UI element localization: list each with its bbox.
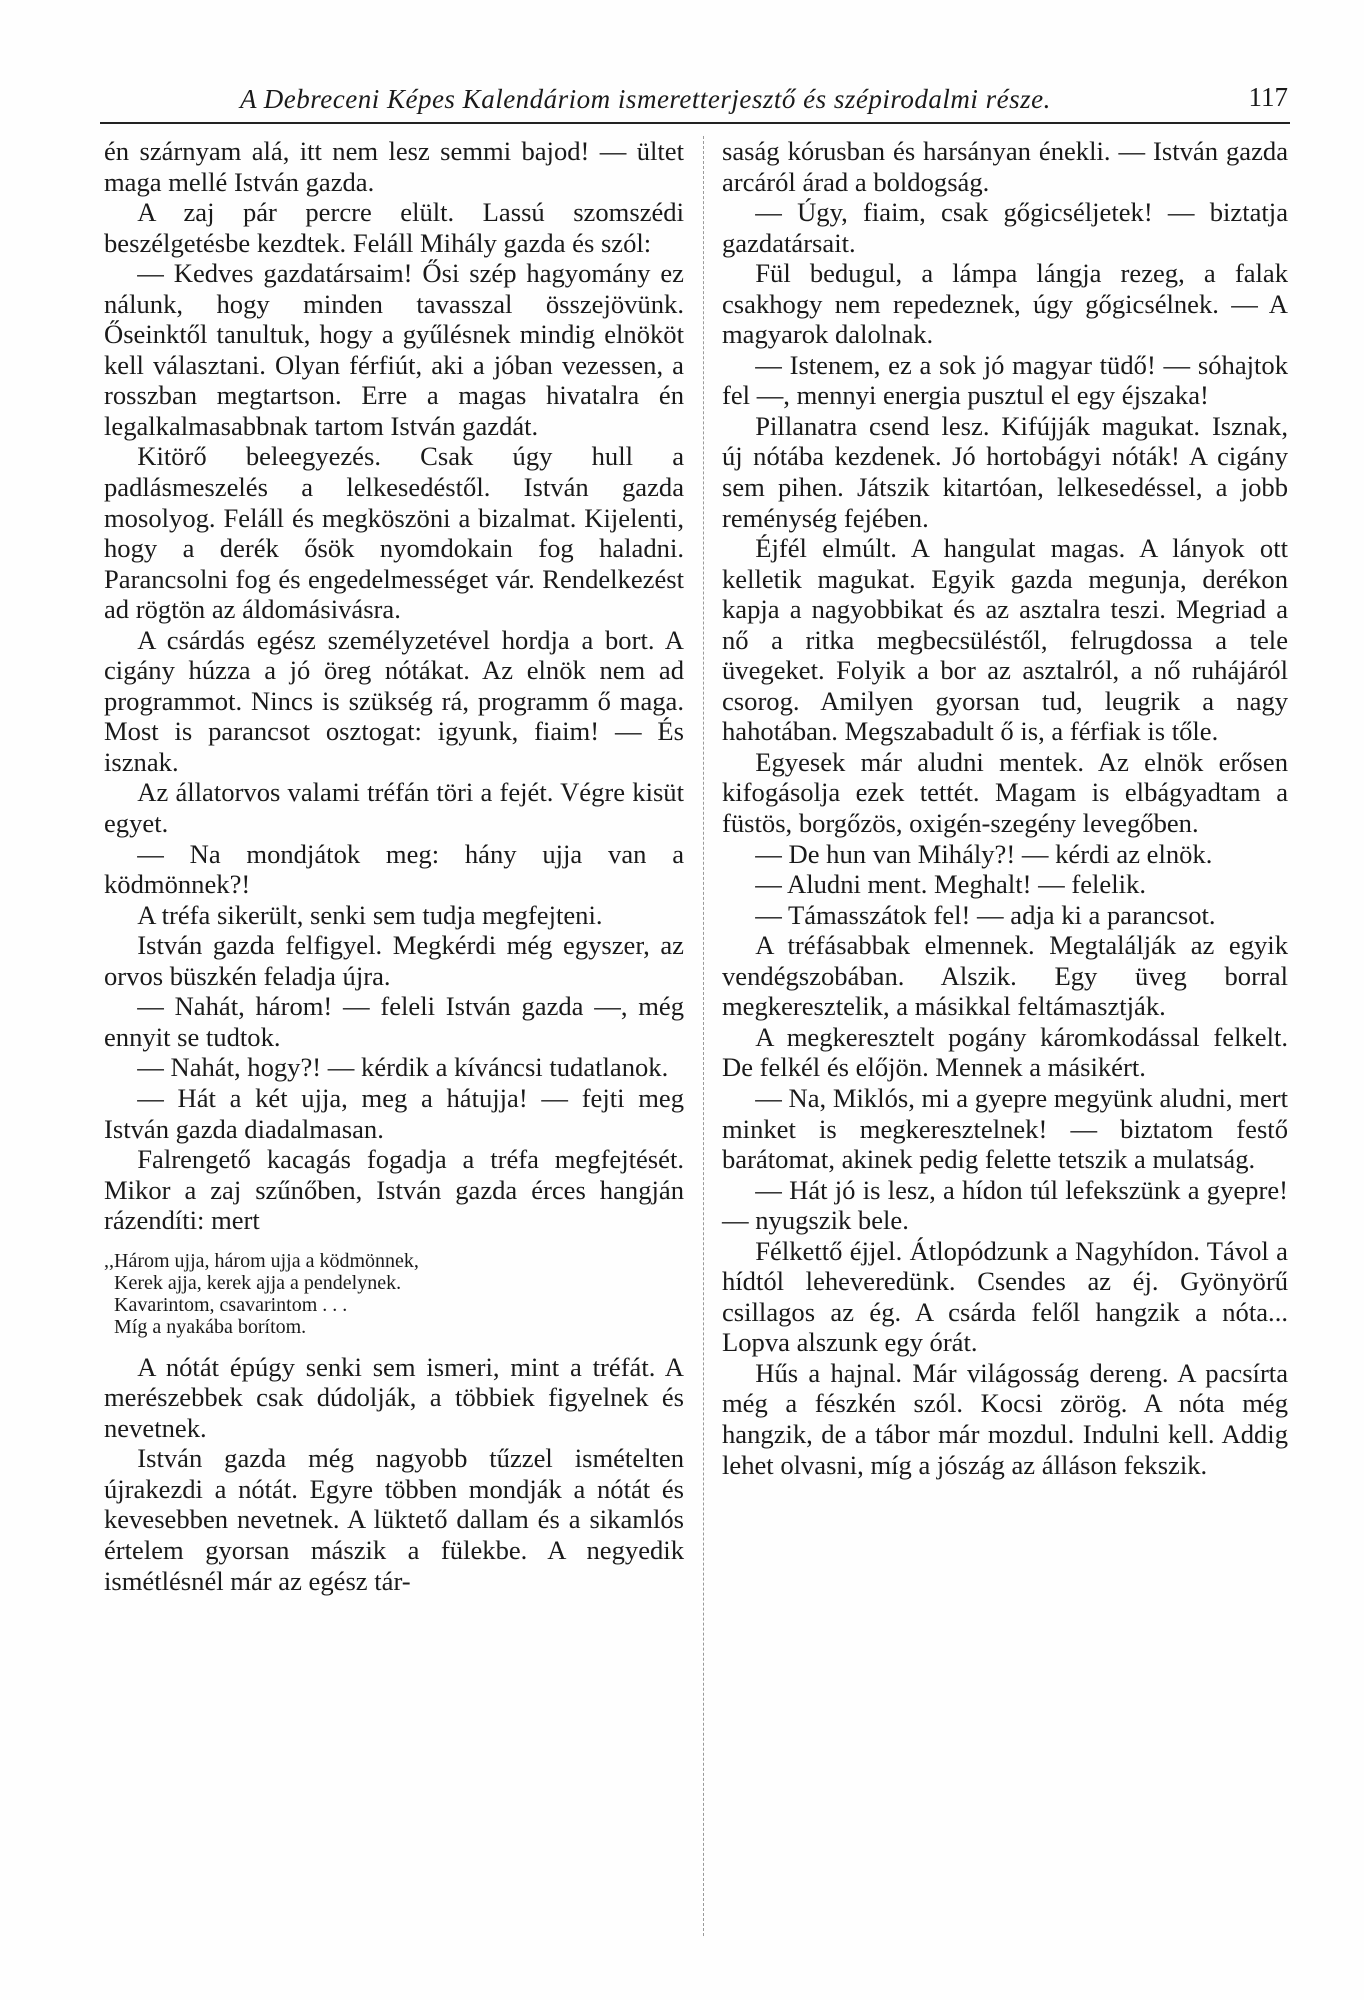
paragraph: A nótát épúgy senki sem ismeri, mint a tréfát. A merészebbek csak dúdolják, a többiek figyelnek és nevetnek. — [104, 1351, 684, 1443]
paragraph: — Na, Miklós, mi a gyepre megyünk aludni, mert minket is megkeresztelnek! — biztatom festő barátomat, akinek pedig felette tetszik a mulatság. — [722, 1082, 1288, 1175]
paragraph: — Támasszátok fel! — adja ki a parancsot. — [755, 899, 1216, 930]
verse-line: Míg a nyakába borítom. — [114, 1315, 307, 1338]
paragraph: — Istenem, ez a sok jó magyar tüdő! — sóhajtok fel —, mennyi energia pusztul el egy éjszaka! — [722, 349, 1288, 411]
paragraph: A tréfa sikerült, senki sem tudja megfejteni. — [137, 899, 603, 930]
column-divider — [703, 136, 704, 1936]
paragraph: A megkeresztelt pogány káromkodással felkelt. De felkél és előjön. Mennek a másikért. — [722, 1021, 1288, 1083]
paragraph: Hűs a hajnal. Már világosság dereng. A pacsírta még a fészkén szól. Kocsi zörög. A nóta még hangzik, de a tábor már mozdul. Indulni kell. Addig lehet olvasni, míg a jószág az álláson fekszik. — [722, 1357, 1288, 1480]
right-column — [722, 136, 1288, 1480]
paragraph: István gazda még nagyobb tűzzel ismételten újrakezdi a nótát. Egyre többen mondják a nótát és kevesebben nevetnek. A lüktető dallam és a sikamlós értelem gyorsan mászik a fülekbe. A negyedik ismétlésnél már az egész tár- — [104, 1443, 684, 1596]
paragraph: István gazda felfigyel. Megkérdi még egyszer, az orvos büszkén feladja újra. — [104, 930, 684, 991]
paragraph: Pillanatra csend lesz. Kifújják magukat. Isznak, új nótába kezdenek. Jó hortobágyi nóták! A cigány sem pihen. Játszik kitartóan, lelkesedéssel, a jobb reménység fejében. — [722, 410, 1288, 533]
paragraph: Az állatorvos valami tréfán töri a fejét. Végre kisüt egyet. — [104, 777, 684, 839]
song-verse — [104, 1250, 684, 1338]
paragraph: Éjfél elmúlt. A hangulat magas. A lányok ott kelletik magukat. Egyik gazda megunja, derékon kapja a nagyobbikat és az asztalra teszi. Megriad a nő a ritka megbecsüléstől, felrugdossa a tele üvegeket. Folyik a bor az asztalról, a nő ruhájáról csorog. Amilyen gyorsan tud, leugrik a nagy hahotában. Megszabadult ő is, a férfiak is tőle. — [722, 533, 1288, 747]
paragraph: — Aludni ment. Meghalt! — felelik. — [755, 869, 1146, 900]
header-title: A Debreceni Képes Kalendáriom ismeretterjesztő és szépirodalmi része. — [240, 84, 1051, 114]
paragraph: — Hát a két ujja, meg a hátujja! — fejti meg István gazda diadalmasan. — [104, 1082, 684, 1144]
paragraph: — Kedves gazdatársaim! Ősi szép hagyomány ez nálunk, hogy minden tavasszal összejövünk. Őseinktől tanultuk, hogy a gyűlésnek mindig elnököt kell választani. Olyan férfiút, aki a jóban vezessen, a rosszban megtartson. Erre a magas hivatalra én legalkalmasabbnak tartom István gazdát. — [104, 258, 684, 441]
paragraph: — Na mondjátok meg: hány ujja van a ködmönnek?! — [104, 838, 684, 900]
paragraph: Egyesek már aludni mentek. Az elnök erősen kifogásolja ezek tettét. Magam is elbágyadtam a füstös, borgőzös, oxigén-szegény levegőben. — [722, 746, 1288, 839]
paragraph: saság kórusban és harsányan énekli. — István gazda arcáról árad a boldogság. — [722, 136, 1288, 197]
paragraph: én szárnyam alá, itt nem lesz semmi bajod! — ültet maga mellé István gazda. — [104, 136, 684, 197]
verse-line: ,,Három ujja, három ujja a ködmönnek, — [104, 1249, 419, 1272]
paragraph: — Úgy, fiaim, csak gőgicséljetek! — biztatja gazdatársait. — [722, 197, 1288, 258]
running-header — [100, 78, 1290, 124]
paragraph: Kitörő beleegyezés. Csak úgy hull a padlásmeszelés a lelkesedéstől. István gazda mosolyog. Feláll és megköszöni a bizalmat. Kijelenti, hogy a derék ősök nyomdokain fog haladni. Parancsolni fog és engedelmességet vár. Rendelkezést ad rögtön az áldomásivásra. — [104, 441, 684, 625]
paragraph: A csárdás egész személyzetével hordja a bort. A cigány húzza a jó öreg nótákat. Az elnök nem ad programmot. Nincs is szükség rá, programm ő maga. Most is parancsot osztogat: igyunk, fiaim! — És isznak. — [104, 624, 684, 777]
paragraph: Félkettő éjjel. Átlopódzunk a Nagyhídon. Távol a hídtól leheveredünk. Csendes az éj. Gyönyörű csillagos az ég. A csárda felől hangzik a nóta... Lopva alszunk egy órát. — [722, 1235, 1288, 1358]
paragraph: — Nahát, három! — feleli István gazda —, még ennyit se tudtok. — [104, 991, 684, 1052]
left-column — [104, 136, 684, 1596]
page-number: 117 — [1248, 82, 1288, 112]
paragraph: — De hun van Mihály?! — kérdi az elnök. — [755, 838, 1213, 869]
paragraph: Fül bedugul, a lámpa lángja rezeg, a falak csakhogy nem repedeznek, úgy gőgicsélnek. — A magyarok dalolnak. — [722, 258, 1288, 350]
paragraph: Falrengető kacagás fogadja a tréfa megfejtését. Mikor a zaj szűnőben, István gazda érces hangján rázendíti: mert — [104, 1144, 684, 1236]
verse-line: Kerek ajja, kerek ajja a pendelynek. — [114, 1271, 402, 1294]
paragraph: A tréfásabbak elmennek. Megtalálják az egyik vendégszobában. Alszik. Egy üveg borral megkeresztelik, a másikkal feltámasztják. — [722, 930, 1288, 1022]
paragraph: — Hát jó is lesz, a hídon túl lefekszünk a gyepre! — nyugszik bele. — [722, 1174, 1288, 1236]
paragraph: A zaj pár percre elült. Lassú szomszédi beszélgetésbe kezdtek. Feláll Mihály gazda és szól: — [104, 197, 684, 258]
verse-line: Kavarintom, csavarintom . . . — [114, 1293, 348, 1316]
paragraph: — Nahát, hogy?! — kérdik a kíváncsi tudatlanok. — [137, 1052, 669, 1083]
